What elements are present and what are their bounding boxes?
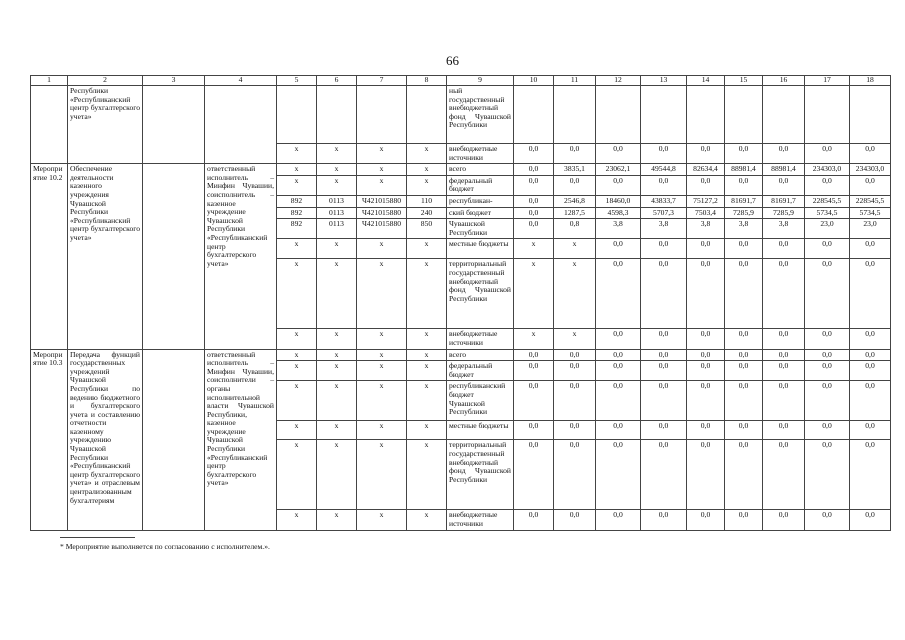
amount-cell: 0,0 — [850, 175, 891, 195]
amount-cell: 0,0 — [514, 440, 554, 510]
funding-source: внебюджетные источники — [447, 144, 514, 164]
budget-code: 0113 — [317, 219, 357, 239]
amount-cell: 0,0 — [805, 259, 850, 329]
amount-cell: 0,0 — [641, 329, 687, 349]
amount-cell: 0,0 — [514, 510, 554, 530]
amount-cell: 0,0 — [687, 440, 725, 510]
amount-cell: x — [554, 239, 596, 259]
amount-cell — [596, 86, 641, 144]
column-header: 8 — [407, 76, 447, 86]
column-header: 2 — [68, 76, 143, 86]
budget-code: x — [407, 239, 447, 259]
activity-number — [31, 86, 68, 164]
amount-cell — [687, 86, 725, 144]
budget-code: 110 — [407, 195, 447, 207]
amount-cell: 0,0 — [641, 440, 687, 510]
amount-cell: 0,0 — [805, 175, 850, 195]
amount-cell: 0,0 — [641, 175, 687, 195]
amount-cell: 0,0 — [850, 144, 891, 164]
budget-code: x — [357, 440, 407, 510]
amount-cell: 49544,8 — [641, 164, 687, 176]
budget-code: 850 — [407, 219, 447, 239]
budget-code: x — [407, 440, 447, 510]
amount-cell: 0,0 — [687, 175, 725, 195]
budget-code: x — [357, 421, 407, 440]
table-header — [31, 76, 891, 86]
budget-code: x — [277, 259, 317, 329]
amount-cell: 0,0 — [687, 239, 725, 259]
amount-cell: 0,0 — [805, 349, 850, 361]
budget-code: 892 — [277, 207, 317, 219]
amount-cell: 0,0 — [554, 349, 596, 361]
amount-cell: 0,0 — [805, 421, 850, 440]
budget-code: x — [407, 421, 447, 440]
amount-cell: 0,0 — [763, 239, 805, 259]
amount-cell: 0,0 — [514, 175, 554, 195]
amount-cell: 5734,5 — [850, 207, 891, 219]
amount-cell: 0,0 — [763, 361, 805, 381]
amount-cell: 0,0 — [725, 421, 763, 440]
executor: ответственный исполнитель – Минфин Чувашии, соисполнитель – казенное учреждение Чувашской Республики «Республиканский центр бухгалтерского учета» — [205, 164, 277, 349]
budget-code: x — [317, 164, 357, 176]
amount-cell: 3,8 — [687, 219, 725, 239]
amount-cell: 0,0 — [554, 440, 596, 510]
budget-code: 0113 — [317, 195, 357, 207]
budget-code: x — [357, 144, 407, 164]
budget-code — [317, 86, 357, 144]
amount-cell: 0,0 — [763, 144, 805, 164]
funding-source: республикан- — [447, 195, 514, 207]
amount-cell: 0,0 — [850, 349, 891, 361]
amount-cell: 0,0 — [596, 329, 641, 349]
amount-cell: 4598,3 — [596, 207, 641, 219]
amount-cell: 228545,5 — [850, 195, 891, 207]
amount-cell: 0,0 — [596, 144, 641, 164]
empty-cell — [143, 349, 205, 530]
funding-source: федеральный бюджет — [447, 361, 514, 381]
amount-cell: 0,0 — [554, 381, 596, 421]
budget-code: 240 — [407, 207, 447, 219]
amount-cell: 0,0 — [687, 361, 725, 381]
amount-cell: 0,0 — [596, 440, 641, 510]
amount-cell: 0,0 — [725, 440, 763, 510]
budget-code: x — [277, 164, 317, 176]
amount-cell — [641, 86, 687, 144]
amount-cell: 0,0 — [641, 259, 687, 329]
amount-cell: 0,0 — [514, 349, 554, 361]
amount-cell: 0,0 — [850, 259, 891, 329]
column-header: 17 — [805, 76, 850, 86]
budget-code: x — [317, 440, 357, 510]
budget-code: x — [317, 510, 357, 530]
budget-code: x — [317, 239, 357, 259]
amount-cell: 234303,0 — [805, 164, 850, 176]
amount-cell: 0,0 — [554, 361, 596, 381]
budget-code: x — [407, 164, 447, 176]
page-number: 66 — [446, 53, 459, 68]
amount-cell: 0,0 — [554, 421, 596, 440]
amount-cell: 23,0 — [805, 219, 850, 239]
funding-source: территориальный государственный внебюджетный фонд Чувашской Республики — [447, 440, 514, 510]
amount-cell: 0,0 — [763, 349, 805, 361]
budget-code: x — [317, 349, 357, 361]
amount-cell: 1287,5 — [554, 207, 596, 219]
budget-code: x — [407, 510, 447, 530]
amount-cell: 0,0 — [554, 175, 596, 195]
executor — [205, 86, 277, 164]
table-row — [31, 164, 891, 176]
amount-cell: 3,8 — [596, 219, 641, 239]
amount-cell: 0,0 — [725, 510, 763, 530]
amount-cell: 0,0 — [596, 259, 641, 329]
amount-cell — [763, 86, 805, 144]
column-header: 3 — [143, 76, 205, 86]
amount-cell: 0,0 — [687, 144, 725, 164]
amount-cell: 0,0 — [687, 381, 725, 421]
column-header: 5 — [277, 76, 317, 86]
budget-code: x — [407, 259, 447, 329]
amount-cell: 7285,9 — [763, 207, 805, 219]
amount-cell: x — [514, 329, 554, 349]
amount-cell — [554, 86, 596, 144]
column-header: 6 — [317, 76, 357, 86]
amount-cell: 0,0 — [850, 239, 891, 259]
amount-cell: 0,0 — [641, 239, 687, 259]
amount-cell: 0,0 — [805, 381, 850, 421]
amount-cell: 75127,2 — [687, 195, 725, 207]
funding-source: всего — [447, 164, 514, 176]
budget-code: x — [317, 329, 357, 349]
funding-source: федеральный бюджет — [447, 175, 514, 195]
amount-cell: 0,0 — [554, 510, 596, 530]
amount-cell: 3,8 — [763, 219, 805, 239]
column-header: 16 — [763, 76, 805, 86]
amount-cell: 5707,3 — [641, 207, 687, 219]
column-header: 11 — [554, 76, 596, 86]
amount-cell: 0,0 — [763, 175, 805, 195]
budget-code: x — [407, 144, 447, 164]
amount-cell: 0,0 — [514, 207, 554, 219]
activity-title: Обеспечение деятельности казенного учреждения Чувашской Республики «Республиканский центр бухгалтерского учета» — [68, 164, 143, 349]
amount-cell: 0,0 — [514, 195, 554, 207]
column-header: 7 — [357, 76, 407, 86]
amount-cell: 3835,1 — [554, 164, 596, 176]
amount-cell: 0,0 — [687, 329, 725, 349]
budget-code: x — [407, 349, 447, 361]
budget-code: x — [357, 164, 407, 176]
footnote-divider — [60, 537, 135, 538]
budget-code: x — [357, 329, 407, 349]
table-row — [31, 86, 891, 144]
amount-cell: 0,0 — [641, 361, 687, 381]
empty-cell — [143, 164, 205, 349]
amount-cell: 0,0 — [805, 329, 850, 349]
budget-code: x — [357, 259, 407, 329]
budget-code: x — [407, 361, 447, 381]
budget-code: Ч421015880 — [357, 219, 407, 239]
amount-cell: 0,0 — [850, 440, 891, 510]
amount-cell: 0,0 — [596, 349, 641, 361]
amount-cell: 234303,0 — [850, 164, 891, 176]
amount-cell: 5734,5 — [805, 207, 850, 219]
amount-cell: 23062,1 — [596, 164, 641, 176]
amount-cell: 23,0 — [850, 219, 891, 239]
budget-code: x — [317, 175, 357, 195]
amount-cell: 0,0 — [687, 421, 725, 440]
amount-cell: 0,0 — [596, 361, 641, 381]
executor: ответственный исполнитель – Минфин Чувашии, соисполнители – органы исполнительной власти Чувашской Республики, казенное учреждение Чувашской Республики «Республиканский центр бухгалтерского учета» — [205, 349, 277, 530]
amount-cell: 0,0 — [687, 349, 725, 361]
column-header: 15 — [725, 76, 763, 86]
funding-source: ный государственный внебюджетный фонд Чувашской Республики — [447, 86, 514, 144]
amount-cell: 0,0 — [596, 381, 641, 421]
amount-cell: 0,0 — [514, 421, 554, 440]
amount-cell: 0,0 — [763, 440, 805, 510]
amount-cell — [805, 86, 850, 144]
activity-title: Передача функций государственных учреждений Чувашской Республики по ведению бюджетного и бухгалтерского учета и составлению отчетности казенному учреждению Чувашской Республики «Республиканский центр бухгалтерского учета» и отраслевым централизованным бухгалтериям — [68, 349, 143, 530]
budget-code: x — [357, 175, 407, 195]
budget-code: x — [357, 349, 407, 361]
budget-code: 892 — [277, 219, 317, 239]
amount-cell: 7503,4 — [687, 207, 725, 219]
budget-code: Ч421015880 — [357, 207, 407, 219]
funding-source: местные бюджеты — [447, 421, 514, 440]
amount-cell: 3,8 — [641, 219, 687, 239]
amount-cell: 0,0 — [514, 381, 554, 421]
amount-cell: 0,0 — [725, 175, 763, 195]
funding-source: ский бюджет — [447, 207, 514, 219]
amount-cell: 0,0 — [514, 164, 554, 176]
amount-cell: 0,0 — [554, 144, 596, 164]
budget-code: x — [317, 421, 357, 440]
amount-cell: 0,0 — [725, 144, 763, 164]
column-header: 14 — [687, 76, 725, 86]
budget-code: x — [317, 381, 357, 421]
amount-cell: 0,0 — [763, 381, 805, 421]
amount-cell: 0,0 — [596, 421, 641, 440]
amount-cell: 0,0 — [805, 361, 850, 381]
budget-code — [277, 86, 317, 144]
budget-code: x — [277, 421, 317, 440]
amount-cell: 228545,5 — [805, 195, 850, 207]
amount-cell: 0,0 — [641, 144, 687, 164]
amount-cell: 0,0 — [641, 381, 687, 421]
amount-cell: 0,0 — [805, 144, 850, 164]
amount-cell: 82634,4 — [687, 164, 725, 176]
amount-cell: 0,0 — [763, 421, 805, 440]
budget-table — [30, 75, 891, 531]
budget-code: x — [357, 361, 407, 381]
amount-cell: 0,0 — [596, 239, 641, 259]
amount-cell: 0,0 — [805, 510, 850, 530]
amount-cell: 0,0 — [805, 239, 850, 259]
funding-source: местные бюджеты — [447, 239, 514, 259]
amount-cell: 3,8 — [725, 219, 763, 239]
budget-code — [407, 86, 447, 144]
budget-code: x — [357, 239, 407, 259]
budget-code: Ч421015880 — [357, 195, 407, 207]
column-header: 13 — [641, 76, 687, 86]
amount-cell: 0,0 — [850, 510, 891, 530]
budget-code: x — [357, 381, 407, 421]
amount-cell: 0,0 — [725, 361, 763, 381]
amount-cell: 0,0 — [763, 259, 805, 329]
amount-cell: 88981,4 — [725, 164, 763, 176]
amount-cell: 18460,0 — [596, 195, 641, 207]
amount-cell: x — [514, 239, 554, 259]
funding-source: территориальный государственный внебюджетный фонд Чувашской Республики — [447, 259, 514, 329]
funding-source: всего — [447, 349, 514, 361]
amount-cell: 0,0 — [725, 239, 763, 259]
amount-cell — [725, 86, 763, 144]
funding-source: Чувашской Республики — [447, 219, 514, 239]
amount-cell: 0,0 — [514, 361, 554, 381]
funding-source: республиканский бюджет Чувашской Республики — [447, 381, 514, 421]
budget-code: 0113 — [317, 207, 357, 219]
amount-cell: x — [554, 259, 596, 329]
funding-source: внебюджетные источники — [447, 329, 514, 349]
amount-cell: 0,0 — [850, 329, 891, 349]
amount-cell: 0,0 — [687, 510, 725, 530]
budget-code: x — [407, 329, 447, 349]
amount-cell: 0,0 — [805, 440, 850, 510]
column-header: 10 — [514, 76, 554, 86]
amount-cell: 0,0 — [687, 259, 725, 329]
amount-cell: 0,8 — [554, 219, 596, 239]
empty-cell — [143, 86, 205, 164]
amount-cell: 0,0 — [725, 349, 763, 361]
budget-code: x — [277, 361, 317, 381]
amount-cell: 0,0 — [725, 381, 763, 421]
amount-cell: x — [514, 259, 554, 329]
table-row — [31, 349, 891, 361]
budget-code: x — [357, 510, 407, 530]
amount-cell: 0,0 — [596, 175, 641, 195]
budget-code — [357, 86, 407, 144]
amount-cell: 0,0 — [725, 259, 763, 329]
budget-code: x — [317, 144, 357, 164]
budget-code: x — [317, 259, 357, 329]
budget-code: x — [407, 381, 447, 421]
amount-cell: 81691,7 — [725, 195, 763, 207]
amount-cell: 0,0 — [641, 421, 687, 440]
column-header: 9 — [447, 76, 514, 86]
amount-cell: 0,0 — [641, 349, 687, 361]
column-header: 18 — [850, 76, 891, 86]
amount-cell: x — [554, 329, 596, 349]
budget-code: x — [277, 144, 317, 164]
budget-code: x — [407, 175, 447, 195]
amount-cell: 0,0 — [641, 510, 687, 530]
budget-code: x — [277, 239, 317, 259]
funding-source: внебюджетные источники — [447, 510, 514, 530]
amount-cell — [850, 86, 891, 144]
amount-cell: 2546,8 — [554, 195, 596, 207]
amount-cell: 0,0 — [763, 329, 805, 349]
footnote: * Мероприятие выполняется по согласованию с исполнителем.». — [60, 542, 270, 551]
activity-number: Мероприятие 10.2 — [31, 164, 68, 349]
amount-cell: 0,0 — [725, 329, 763, 349]
column-header: 12 — [596, 76, 641, 86]
amount-cell: 0,0 — [850, 361, 891, 381]
activity-title: Республики «Республиканский центр бухгалтерского учета» — [68, 86, 143, 164]
amount-cell: 0,0 — [850, 381, 891, 421]
budget-code: 892 — [277, 195, 317, 207]
amount-cell: 7285,9 — [725, 207, 763, 219]
column-header: 1 — [31, 76, 68, 86]
amount-cell: 0,0 — [514, 144, 554, 164]
amount-cell: 0,0 — [763, 510, 805, 530]
budget-code: x — [277, 329, 317, 349]
amount-cell: 0,0 — [596, 510, 641, 530]
budget-code: x — [317, 361, 357, 381]
budget-code: x — [277, 510, 317, 530]
amount-cell: 43833,7 — [641, 195, 687, 207]
amount-cell: 81691,7 — [763, 195, 805, 207]
budget-code: x — [277, 440, 317, 510]
budget-code: x — [277, 381, 317, 421]
activity-number: Мероприятие 10.3 — [31, 349, 68, 530]
budget-code: x — [277, 349, 317, 361]
amount-cell — [514, 86, 554, 144]
budget-code: x — [277, 175, 317, 195]
amount-cell: 0,0 — [514, 219, 554, 239]
amount-cell: 88981,4 — [763, 164, 805, 176]
column-header: 4 — [205, 76, 277, 86]
amount-cell: 0,0 — [850, 421, 891, 440]
